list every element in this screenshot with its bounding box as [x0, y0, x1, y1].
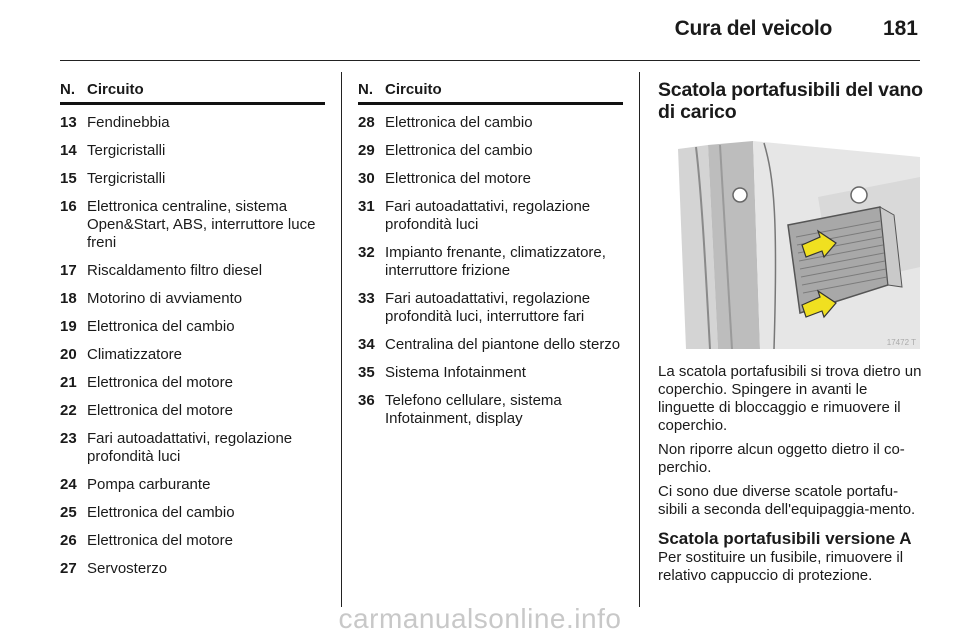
subsection-title: Scatola portafusibili versione A — [658, 529, 912, 548]
circuit-description: Impianto frenante, climatizzatore, interruttore frizione — [385, 244, 606, 279]
table-row — [60, 476, 325, 494]
table-row — [60, 290, 325, 308]
table-row — [60, 262, 325, 280]
fuse-number: 14 — [60, 142, 77, 159]
table-header — [60, 77, 325, 105]
circuit-description: Elettronica del motore — [87, 532, 233, 549]
table-row — [60, 504, 325, 522]
table-row — [60, 560, 325, 578]
fuse-number: 21 — [60, 374, 77, 391]
fuse-number: 15 — [60, 170, 77, 187]
table-row — [358, 336, 623, 354]
table-row — [358, 392, 623, 428]
table-row — [358, 198, 623, 234]
circuit-description: Elettronica del motore — [87, 402, 233, 419]
table-body — [358, 105, 623, 428]
section-header-title: Cura del veicolo — [674, 17, 832, 40]
fuse-number: 34 — [358, 336, 375, 353]
table-row — [358, 114, 623, 132]
circuit-description: Tergicristalli — [87, 170, 166, 187]
fuse-number: 24 — [60, 476, 77, 493]
fuse-number: 27 — [60, 560, 77, 577]
fuse-number: 31 — [358, 198, 375, 215]
circuit-description: Telefono cellulare, sistema Infotainment, display — [385, 392, 562, 427]
fuse-number: 20 — [60, 346, 77, 363]
fuse-number: 30 — [358, 170, 375, 187]
table-row — [60, 532, 325, 550]
table-row — [60, 402, 325, 420]
paragraph: Per sostituire un fusibile, rimuovere il relativo cappuccio di protezione. — [658, 549, 904, 584]
fuse-number: 25 — [60, 504, 77, 521]
column-header-circuit: Circuito — [385, 81, 442, 98]
fuse-number: 23 — [60, 430, 77, 447]
column-header-number: N. — [358, 81, 373, 98]
table-row — [60, 114, 325, 132]
table-row — [358, 364, 623, 382]
circuit-description: Fendinebbia — [87, 114, 170, 131]
circuit-description: Elettronica del cambio — [87, 504, 235, 521]
fuse-number: 22 — [60, 402, 77, 419]
fuse-number: 35 — [358, 364, 375, 381]
table-row — [358, 170, 623, 188]
circuit-description: Fari autoadattativi, regolazione profondità luci — [87, 430, 293, 465]
circuit-description: Elettronica del cambio — [87, 318, 235, 335]
paragraph: Ci sono due diverse scatole portafu-sibili a seconda dell'equipaggia-mento. — [658, 483, 916, 518]
circuit-description: Tergicristalli — [87, 142, 166, 159]
table-body — [60, 105, 325, 578]
fuse-number: 28 — [358, 114, 375, 131]
fuse-number: 17 — [60, 262, 77, 279]
circuit-description: Servosterzo — [87, 560, 168, 577]
fuse-number: 26 — [60, 532, 77, 549]
paragraph: Non riporre alcun oggetto dietro il co-perchio. — [658, 441, 905, 476]
page-number: 181 — [882, 17, 918, 40]
page-header — [0, 0, 960, 60]
section-title: Scatola portafusibili del vano di carico — [658, 79, 923, 123]
circuit-description: Fari autoadattativi, regolazione profondità luci — [385, 198, 591, 233]
column-divider — [639, 72, 640, 607]
circuit-description: Elettronica del cambio — [385, 114, 533, 131]
column-divider — [341, 72, 342, 607]
figure-code: 17472 T — [886, 338, 916, 347]
table-row — [60, 198, 325, 252]
circuit-description: Centralina del piantone dello sterzo — [385, 336, 621, 353]
fuse-number: 19 — [60, 318, 77, 335]
column-header-number: N. — [60, 81, 75, 98]
column-header-circuit: Circuito — [87, 81, 144, 98]
table-row — [358, 142, 623, 160]
circuit-description: Elettronica del cambio — [385, 142, 533, 159]
circuit-description: Elettronica del motore — [87, 374, 233, 391]
table-row — [60, 142, 325, 160]
circuit-description: Elettronica centraline, sistema Open&Start, ABS, interruttore luce freni — [87, 198, 316, 251]
circuit-description: Climatizzatore — [87, 346, 183, 363]
fuse-number: 32 — [358, 244, 375, 261]
circuit-description: Pompa carburante — [87, 476, 211, 493]
table-row — [60, 346, 325, 364]
fuse-number: 33 — [358, 290, 375, 307]
fuse-box-section — [658, 79, 923, 585]
table-row — [60, 318, 325, 336]
fuse-table-2 — [358, 77, 623, 438]
fuse-number: 16 — [60, 198, 77, 215]
fuse-number: 29 — [358, 142, 375, 159]
circuit-description: Fari autoadattativi, regolazione profondità luci, interruttore fari — [385, 290, 591, 325]
section-body — [658, 363, 923, 585]
fuse-box-illustration — [658, 137, 920, 349]
table-header — [358, 77, 623, 105]
table-row — [60, 430, 325, 466]
fuse-number: 13 — [60, 114, 77, 131]
watermark: carmanualsonline.info — [338, 603, 622, 634]
table-row — [358, 244, 623, 280]
table-row — [60, 374, 325, 392]
table-row — [358, 290, 623, 326]
header-divider — [60, 60, 920, 61]
circuit-description: Riscaldamento filtro diesel — [87, 262, 263, 279]
fuse-table-1 — [60, 77, 325, 588]
circuit-description: Motorino di avviamento — [87, 290, 243, 307]
paragraph: La scatola portafusibili si trova dietro un coperchio. Spingere in avanti le linguette di bloccaggio e rimuovere il coperchio. — [658, 363, 922, 434]
fuse-number: 18 — [60, 290, 77, 307]
fuse-number: 36 — [358, 392, 375, 409]
circuit-description: Elettronica del motore — [385, 170, 531, 187]
circuit-description: Sistema Infotainment — [385, 364, 526, 381]
table-row — [60, 170, 325, 188]
